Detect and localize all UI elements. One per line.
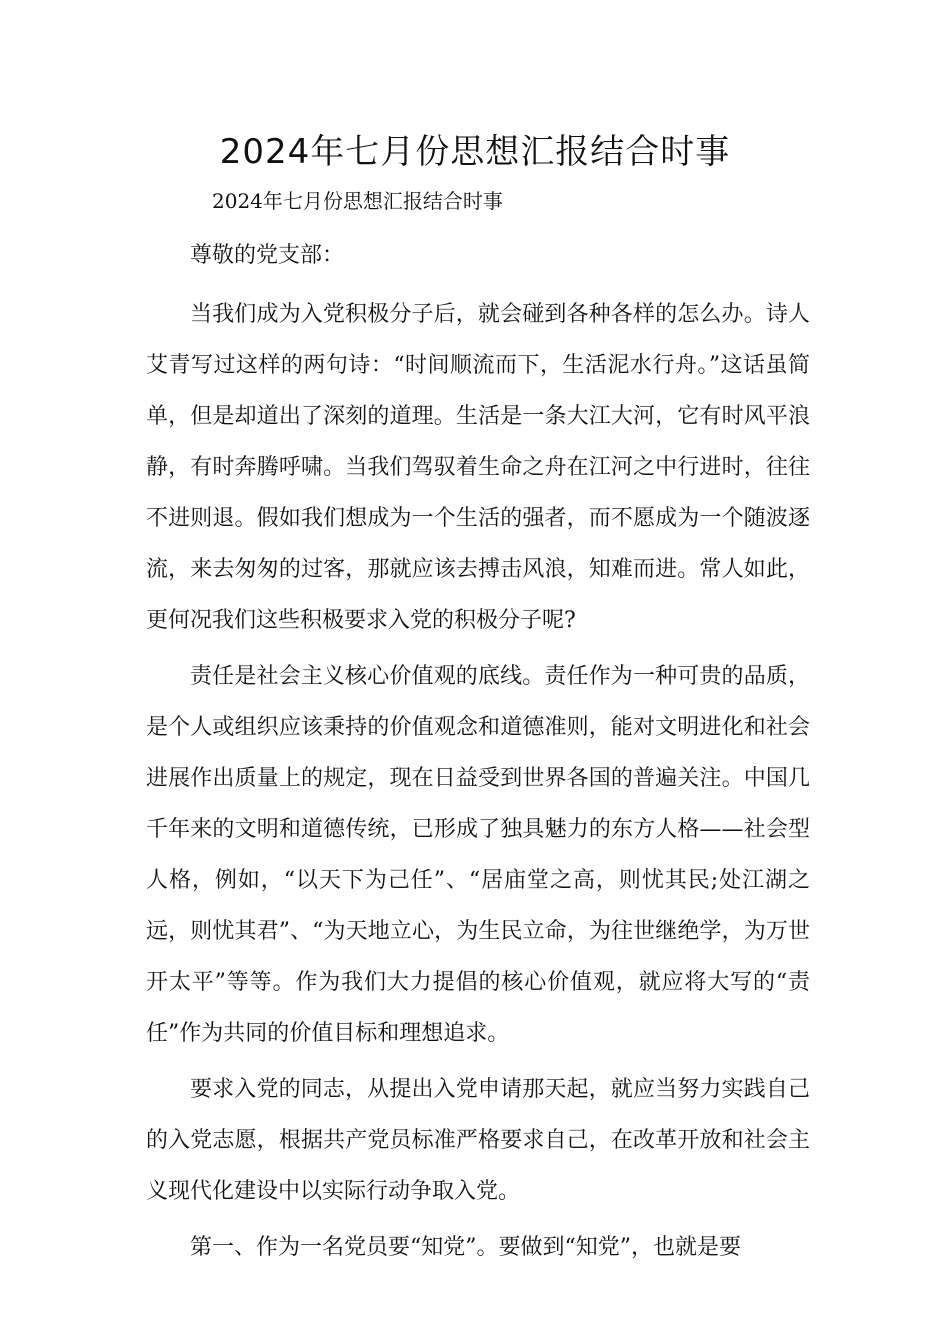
paragraph-2: 责任是社会主义核心价值观的底线。责任作为一种可贵的品质，是个人或组织应该秉持的价值观念和道德准则，能对文明进化和社会进展作出质量上的规定，现在日益受到世界各国的普遍关注。中国几千年来的文明和道德传统，已形成了独具魅力的东方人格——社会型人格，例如，“以天下为己任”、“居庙堂之高，则忧其民;处江湖之远，则忧其君”、“为天地立心，为生民立命，为往世继绝学，为万世开太平”等等。作为我们大力提倡的核心价值观，就应将大写的“责任”作为共同的价值目标和理想追求。 (146, 664, 810, 1046)
paragraph-3: 要求入党的同志，从提出入党申请那天起，就应当努力实践自己的入党志愿，根据共产党员标准严格要求自己，在改革开放和社会主义现代化建设中以实际行动争取入党。 (146, 1077, 810, 1204)
salutation: 尊敬的党支部： (190, 243, 345, 268)
document-subtitle: 2024年七月份思想汇报结合时事 (212, 189, 503, 213)
paragraph-1: 当我们成为入党积极分子后，就会碰到各种各样的怎么办。诗人艾青写过这样的两句诗：“时间顺流而下，生活泥水行舟。”这话虽简单，但是却道出了深刻的道理。生活是一条大江大河，它有时风平浪静，有时奔腾呼啸。当我们驾驭着生命之舟在江河之中行进时，往往不进则退。假如我们想成为一个生活的强者，而不愿成为一个随波逐流，来去匆匆的过客，那就应该去搏击风浪，知难而进。常人如此，更何况我们这些积极要求入党的积极分子呢? (146, 302, 810, 633)
document-title: 2024年七月份思想汇报结合时事 (219, 132, 731, 172)
paragraph-4: 第一、作为一名党员要“知党”。要做到“知党”，也就是要 (190, 1235, 741, 1260)
document-body (146, 230, 810, 1278)
